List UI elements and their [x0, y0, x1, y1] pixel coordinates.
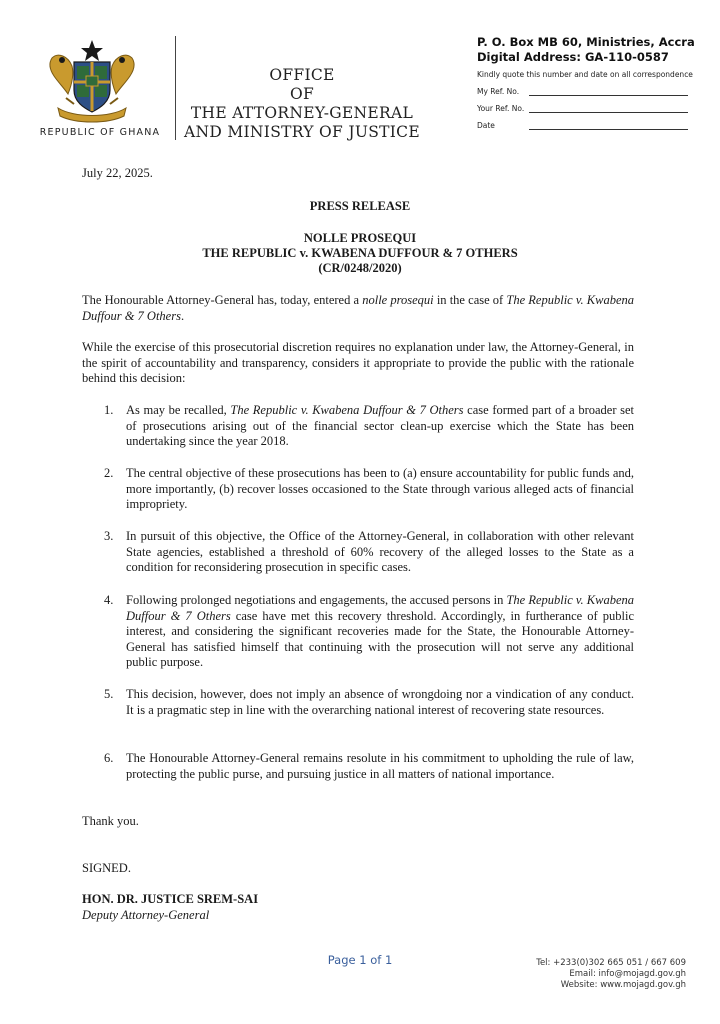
date-field — [477, 121, 692, 130]
list-item-text: The Honourable Attorney-General remains resolute in his commitment to upholding the rule of law, protecting the public purse, and pursuing justice in all matters of national importance. — [126, 751, 634, 781]
list-item — [104, 751, 634, 782]
nolle-prosequi-heading: NOLLE PROSEQUI — [303, 231, 417, 245]
intro-case-name: The Republic v. Kwabena Duffour & 7 Others — [82, 293, 635, 323]
rationale-paragraph: While the exercise of this prosecutorial discretion requires no explanation under law, the Attorney-General, in the spirit of accountability and transparency, considers it appropriate to provide the public with the rationale behind this decision: — [82, 340, 634, 385]
thank-you: Thank you. — [82, 814, 139, 828]
date-label: Date — [477, 121, 495, 130]
list-item-number: 6. — [104, 751, 114, 765]
document-date: July 22, 2025. — [82, 166, 153, 180]
footer-tel: Tel: +233(0)302 665 051 / 667 609 — [536, 958, 686, 968]
list-item-text: As may be recalled, — [126, 403, 231, 417]
list-item-text: case have met this recovery threshold. Accordingly, in furtherance of public interest, and considering the significant recoveries made for the State, the Honourable Attorney-General has satisfied himself that continuing with the prosecution will not serve any additional public purpose. — [126, 608, 634, 669]
signatory-title: Deputy Attorney-General — [82, 908, 210, 922]
list-item — [104, 593, 634, 671]
case-title-heading: THE REPUBLIC v. KWABENA DUFFOUR & 7 OTHERS — [202, 246, 518, 260]
list-item-text: This decision, however, does not imply an absence of wrongdoing nor a vindication of any conduct. It is a pragmatic step in line with the overarching national interest of recovering state resources. — [126, 687, 634, 717]
list-item-number: 3. — [104, 529, 114, 543]
intro-paragraph — [82, 293, 634, 324]
office-line: OFFICE — [269, 66, 335, 84]
list-item — [104, 529, 634, 576]
my-ref-label: My Ref. No. — [477, 87, 520, 96]
date-line — [529, 123, 688, 130]
letterhead-divider — [175, 36, 176, 140]
intro-text: The Honourable Attorney-General has, today, entered a — [82, 293, 363, 307]
my-ref-line — [529, 89, 688, 96]
digital-address: Digital Address: GA-110-0587 — [477, 50, 669, 64]
kindly-quote-note: Kindly quote this number and date on all correspondence — [477, 70, 693, 79]
republic-of-ghana-label: REPUBLIC OF GHANA — [39, 127, 161, 138]
page-number: Page 1 of 1 — [327, 953, 393, 967]
list-item-text: case formed part of a broader set of prosecutions arising out of the financial sector clean-up exercise which the State has been undertaking since the year 2018. — [126, 403, 635, 448]
footer-email: Email: info@mojagd.gov.gh — [569, 969, 686, 979]
footer-contact — [536, 958, 686, 991]
intro-text: in the case of — [433, 293, 507, 307]
list-item-case-name: The Republic v. Kwabena Duffour & 7 Others — [230, 403, 464, 417]
office-line: AND MINISTRY OF JUSTICE — [184, 123, 420, 141]
list-item-number: 1. — [104, 403, 114, 417]
your-ref-line — [529, 106, 688, 113]
my-ref-field — [477, 87, 692, 96]
list-item — [104, 403, 634, 450]
list-item-text: Following prolonged negotiations and engagements, the accused persons in — [126, 593, 507, 607]
office-line: OF — [289, 85, 315, 103]
signatory-name: HON. DR. JUSTICE SREM-SAI — [82, 892, 259, 906]
list-item-text: In pursuit of this objective, the Office of the Attorney-General, in collaboration with other relevant State agencies, established a threshold of 60% recovery of the alleged losses to the State as a condition for reconsidering prosecution in specific cases. — [126, 529, 634, 574]
intro-nolle: nolle prosequi — [362, 293, 434, 307]
case-number-heading: (CR/0248/2020) — [318, 261, 402, 275]
intro-text: . — [180, 308, 185, 323]
list-item-case-name: The Republic v. Kwabena Duffour & 7 Others — [126, 593, 635, 623]
footer-website: Website: www.mojagd.gov.gh — [560, 980, 686, 990]
list-item-text: The central objective of these prosecutions has been to (a) ensure accountability for public funds and, more importantly, (b) recover losses occasioned to the State through various alleged acts of financial impropriety. — [126, 466, 634, 511]
letterhead-contact — [477, 34, 695, 130]
ghana-coat-of-arms-icon — [44, 38, 140, 126]
office-line: THE ATTORNEY-GENERAL — [190, 104, 414, 122]
list-item-number: 2. — [104, 466, 114, 480]
office-title — [180, 66, 424, 142]
your-ref-field — [477, 104, 692, 113]
signed-label: SIGNED. — [82, 861, 131, 875]
list-item-number: 4. — [104, 593, 114, 607]
list-item — [104, 466, 634, 513]
list-item — [104, 687, 634, 718]
your-ref-label: Your Ref. No. — [477, 104, 525, 113]
list-item-number: 5. — [104, 687, 114, 701]
po-box: P. O. Box MB 60, Ministries, Accra — [477, 35, 695, 49]
press-release-heading: PRESS RELEASE — [309, 199, 411, 213]
